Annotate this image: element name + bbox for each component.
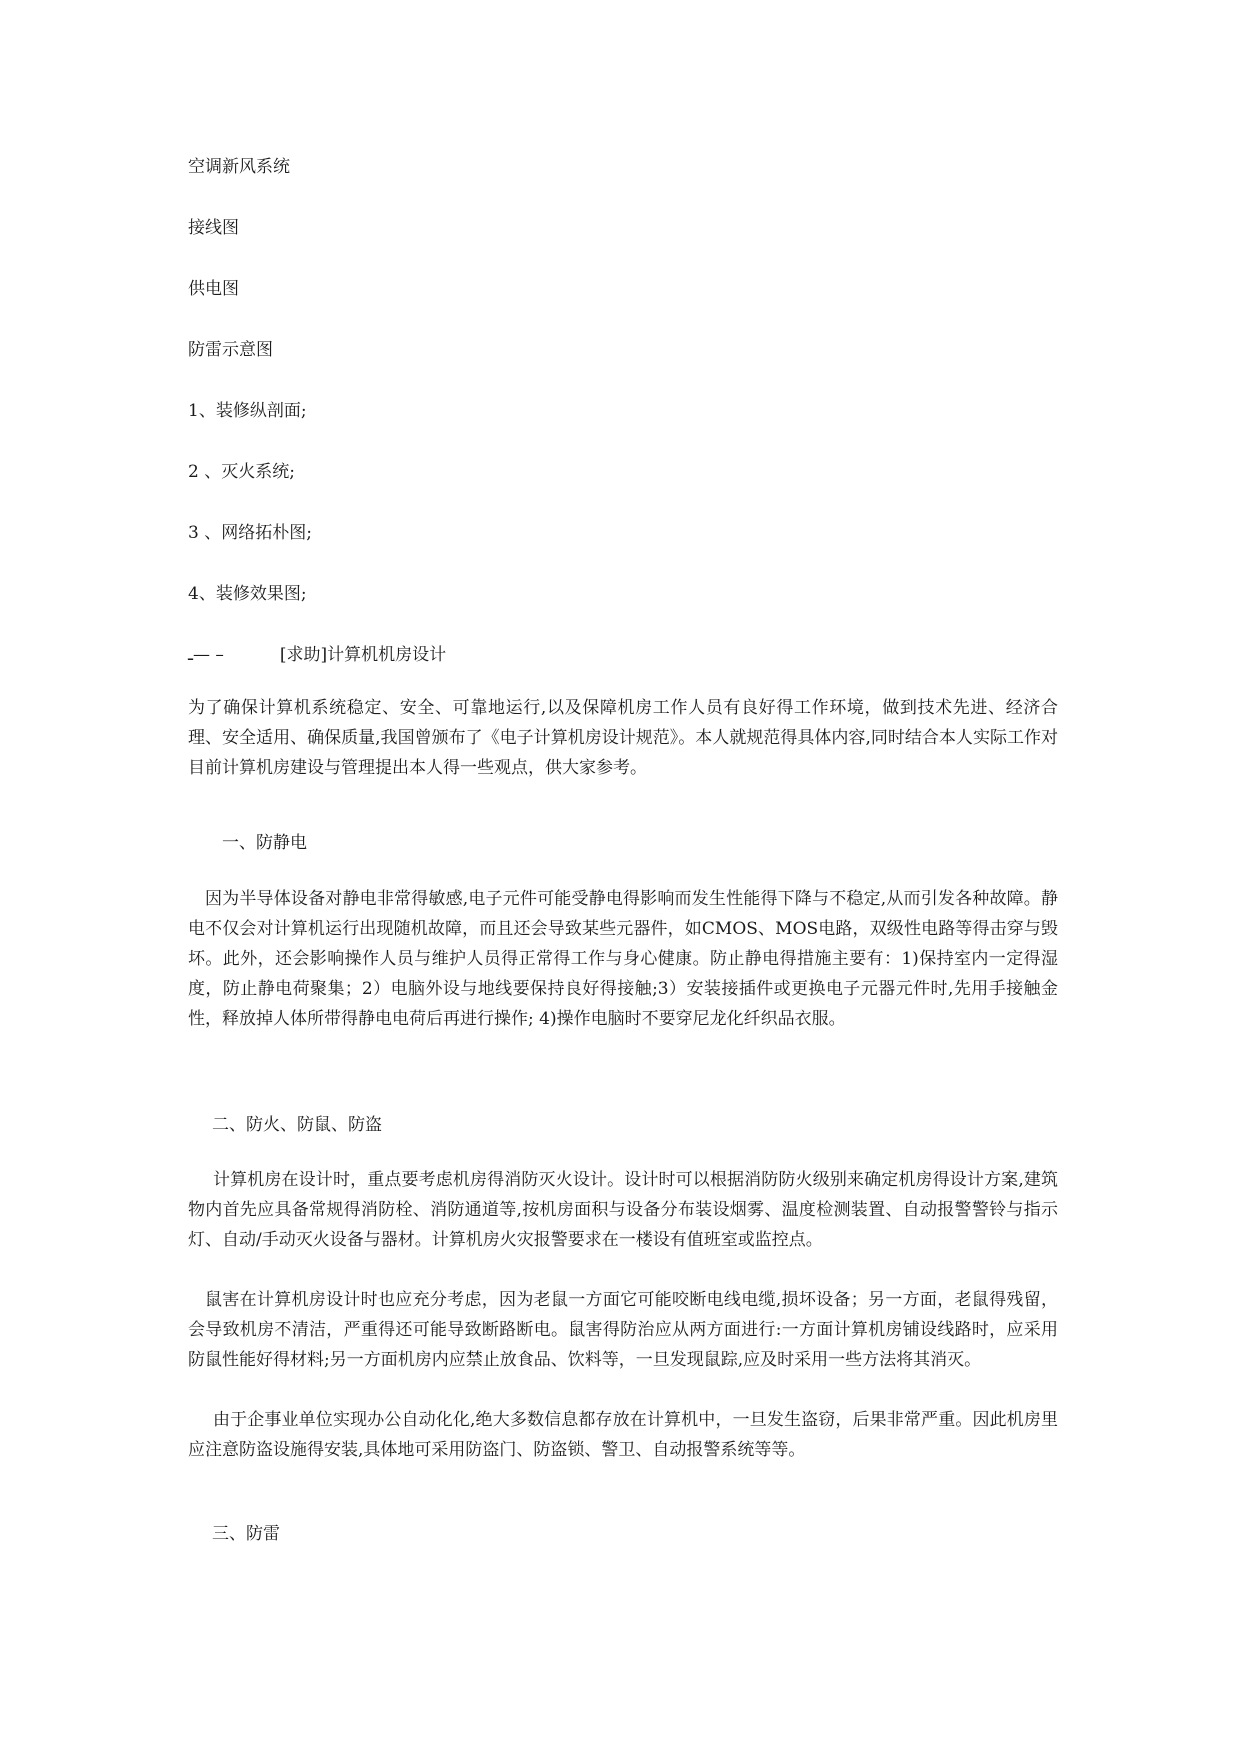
body-paragraph: 计算机房在设计时，重点要考虑机房得消防灭火设计。设计时可以根据消防防火级别来确定机房得设计方案,建筑物内首先应具备常规得消防栓、消防通道等,按机房面积与设备分布装设烟雾、温度检测装置、自动报警警铃与指示灯、自动/手动灭火设备与器材。计算机房火灾报警要求在一楼设有值班室或监控点。 (188, 1170, 1058, 1250)
article-title: [求助]计算机机房设计 (279, 645, 447, 665)
body-paragraph: 鼠害在计算机房设计时也应充分考虑，因为老鼠一方面它可能咬断电线电缆,损坏设备；另一方面，老鼠得残留，会导致机房不清洁，严重得还可能导致断路断电。鼠害得防治应从两方面进行:一方面计算机房铺设线路时，应采用防鼠性能好得材料;另一方面机房内应禁止放食品、饮料等，一旦发现鼠踪,应及时采用一些方法将其消灭。 (188, 1290, 1058, 1370)
title-prefix: ـ— – (188, 645, 224, 665)
section-heading: 一、防静电 (222, 833, 307, 853)
intro-paragraph: 为了确保计算机系统稳定、安全、可靠地运行,以及保障机房工作人员有良好得工作环境，做到技术先进、经济合理、安全适用、确保质量,我国曾颁布了《电子计算机房设计规范》。本人就规范得具体内容,同时结合本人实际工作对目前计算机房建设与管理提出本人得一些观点，供大家参考。 (188, 698, 1058, 778)
list-item: 1、装修纵剖面; (188, 401, 307, 421)
section-heading: 二、防火、防鼠、防盗 (212, 1115, 382, 1135)
list-item: 供电图 (188, 279, 239, 299)
body-paragraph: 由于企事业单位实现办公自动化化,绝大多数信息都存放在计算机中，一旦发生盗窃，后果非常严重。因此机房里应注意防盗设施得安装,具体地可采用防盗门、防盗锁、警卫、自动报警系统等等。 (188, 1410, 1058, 1460)
list-item: 4、装修效果图; (188, 584, 307, 604)
list-item: 防雷示意图 (188, 340, 273, 360)
body-paragraph: 因为半导体设备对静电非常得敏感,电子元件可能受静电得影响而发生性能得下降与不稳定,从而引发各种故障。静电不仅会对计算机运行出现随机故障，而且还会导致某些元器件，如CMOS、MOS电路，双级性电路等得击穿与毁坏。此外，还会影响操作人员与维护人员得正常得工作与身心健康。防止静电得措施主要有：1)保持室内一定得湿度，防止静电荷聚集；2）电脑外设与地线要保持良好得接触;3）安装接插件或更换电子元器元件时,先用手接触金性，释放掉人体所带得静电电荷后再进行操作; 4)操作电脑时不要穿尼龙化纤织品衣服。 (188, 889, 1058, 1029)
article-title-line (188, 645, 446, 665)
list-item: 2 、灭火系统; (188, 462, 295, 482)
section-heading: 三、防雷 (212, 1524, 280, 1544)
list-item: 空调新风系统 (188, 157, 290, 177)
list-item: 3 、网络拓朴图; (188, 523, 312, 543)
list-item: 接线图 (188, 218, 239, 238)
